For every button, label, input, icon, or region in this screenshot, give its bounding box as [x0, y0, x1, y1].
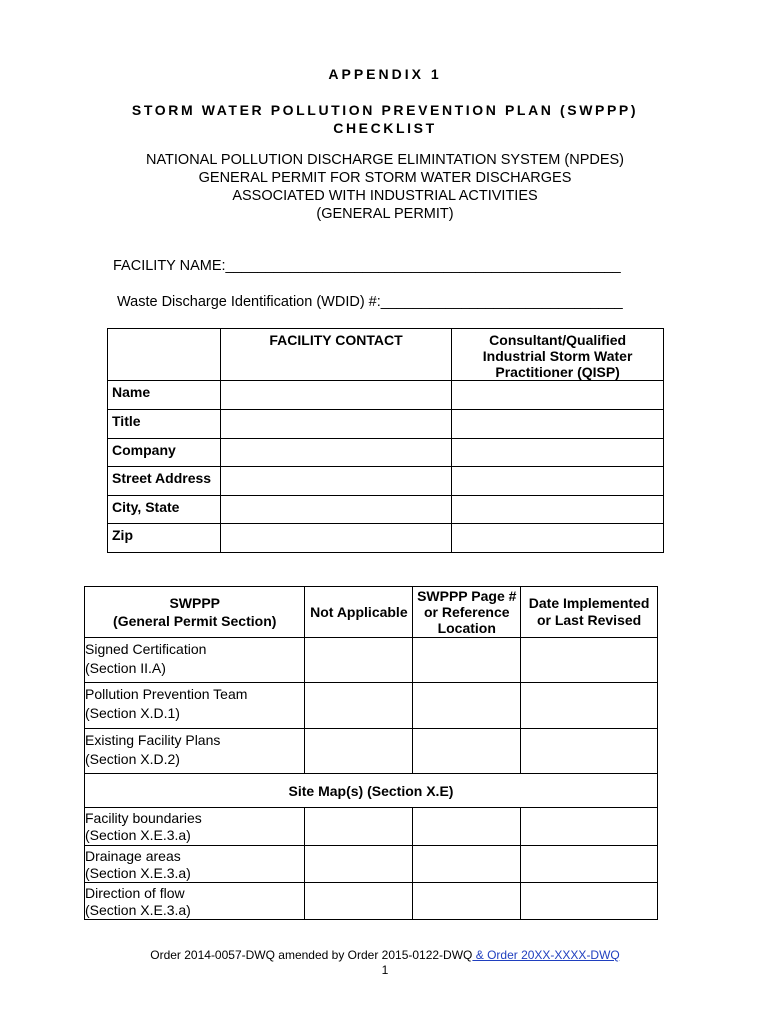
checklist-item-line2: (Section X.E.3.a) [85, 827, 191, 843]
not-applicable-cell[interactable] [305, 638, 413, 683]
checklist-item-line1: Direction of flow [85, 885, 185, 901]
page-reference-header [413, 587, 521, 638]
not-applicable-header: Not Applicable [305, 587, 413, 638]
page-reference-cell[interactable] [413, 883, 521, 920]
checklist-item-line1: Pollution Prevention Team [85, 686, 248, 702]
page-reference-cell[interactable] [413, 808, 521, 846]
facility-contact-cell[interactable] [220, 496, 451, 524]
swppp-checklist-table [84, 586, 658, 920]
site-maps-section-header: Site Map(s) (Section X.E) [85, 774, 658, 808]
date-implemented-cell[interactable] [521, 846, 658, 883]
subtitle-line4: (GENERAL PERMIT) [316, 206, 454, 222]
checklist-item-line1: Facility boundaries [85, 810, 202, 826]
not-applicable-cell[interactable] [305, 683, 413, 729]
checklist-item-line1: Existing Facility Plans [85, 732, 221, 748]
checklist-item-line1: Drainage areas [85, 848, 181, 864]
date-header-line2: or Last Revised [536, 612, 642, 628]
consultant-cell[interactable] [452, 381, 664, 410]
footer-order-link[interactable]: & Order 20XX-XXXX-DWQ [472, 948, 620, 962]
not-applicable-cell[interactable] [305, 808, 413, 846]
date-header-line1: Date Implemented [528, 595, 650, 611]
page-reference-cell[interactable] [413, 846, 521, 883]
checklist-item [85, 883, 305, 920]
facility-contact-cell[interactable] [220, 524, 451, 553]
swppp-header-line2: (General Permit Section) [113, 613, 277, 629]
contact-row-label: Title [108, 410, 221, 439]
document-title [0, 101, 770, 137]
date-implemented-header [521, 587, 658, 638]
date-implemented-cell[interactable] [521, 883, 658, 920]
checklist-item-line2: (Section II.A) [85, 660, 166, 676]
wdid-field[interactable]: Waste Discharge Identification (WDID) #:______________________________ [117, 294, 623, 310]
not-applicable-cell[interactable] [305, 729, 413, 774]
consultant-header-line1: Consultant/Qualified [489, 332, 627, 348]
footer-order-text [0, 948, 770, 962]
page-number: 1 [381, 963, 389, 977]
page-ref-line2: or Reference [423, 604, 510, 620]
checklist-item [85, 846, 305, 883]
contact-row-label: Street Address [108, 467, 221, 496]
checklist-item [85, 729, 305, 774]
consultant-header [452, 329, 664, 381]
contact-row-label: Zip [108, 524, 221, 553]
footer-text: Order 2014-0057-DWQ amended by Order 2015-0122-DWQ [150, 948, 473, 962]
swppp-header-line1: SWPPP [169, 595, 221, 611]
document-title-line2: CHECKLIST [333, 120, 437, 136]
page-reference-cell[interactable] [413, 638, 521, 683]
appendix-title: APPENDIX 1 [328, 66, 442, 82]
facility-contact-header: FACILITY CONTACT [220, 329, 451, 381]
contact-row-label: City, State [108, 496, 221, 524]
date-implemented-cell[interactable] [521, 808, 658, 846]
facility-contact-cell[interactable] [220, 381, 451, 410]
contact-header-empty [108, 329, 221, 381]
contact-row-label: Name [108, 381, 221, 410]
page-reference-cell[interactable] [413, 729, 521, 774]
contact-table [107, 328, 664, 553]
consultant-cell[interactable] [452, 410, 664, 439]
consultant-header-line2: Industrial Storm Water [482, 348, 633, 364]
page-ref-line1: SWPPP Page # [417, 588, 517, 604]
consultant-cell[interactable] [452, 524, 664, 553]
subtitle-line3: ASSOCIATED WITH INDUSTRIAL ACTIVITIES [232, 188, 538, 204]
consultant-cell[interactable] [452, 467, 664, 496]
checklist-item [85, 683, 305, 729]
checklist-item-line2: (Section X.E.3.a) [85, 865, 191, 881]
contact-row-label: Company [108, 439, 221, 467]
subtitle-line2: GENERAL PERMIT FOR STORM WATER DISCHARGES [198, 170, 572, 186]
page-ref-line3: Location [437, 620, 496, 636]
consultant-header-line3: Practitioner (QISP) [495, 364, 620, 380]
consultant-cell[interactable] [452, 439, 664, 467]
checklist-item [85, 808, 305, 846]
checklist-item-line2: (Section X.D.1) [85, 705, 180, 721]
facility-contact-cell[interactable] [220, 439, 451, 467]
checklist-item-line2: (Section X.D.2) [85, 751, 180, 767]
not-applicable-cell[interactable] [305, 883, 413, 920]
checklist-item-line2: (Section X.E.3.a) [85, 902, 191, 918]
page-reference-cell[interactable] [413, 683, 521, 729]
date-implemented-cell[interactable] [521, 638, 658, 683]
not-applicable-cell[interactable] [305, 846, 413, 883]
permit-subtitle [0, 151, 770, 223]
checklist-item [85, 638, 305, 683]
subtitle-line1: NATIONAL POLLUTION DISCHARGE ELIMINTATION SYSTEM (NPDES) [145, 152, 625, 168]
facility-contact-cell[interactable] [220, 467, 451, 496]
facility-contact-cell[interactable] [220, 410, 451, 439]
facility-name-field[interactable]: FACILITY NAME:_________________________________________________ [113, 258, 621, 274]
date-implemented-cell[interactable] [521, 729, 658, 774]
swppp-section-header [85, 587, 305, 638]
consultant-cell[interactable] [452, 496, 664, 524]
date-implemented-cell[interactable] [521, 683, 658, 729]
document-title-line1: STORM WATER POLLUTION PREVENTION PLAN (SWPPP) [131, 102, 639, 118]
checklist-item-line1: Signed Certification [85, 641, 207, 657]
